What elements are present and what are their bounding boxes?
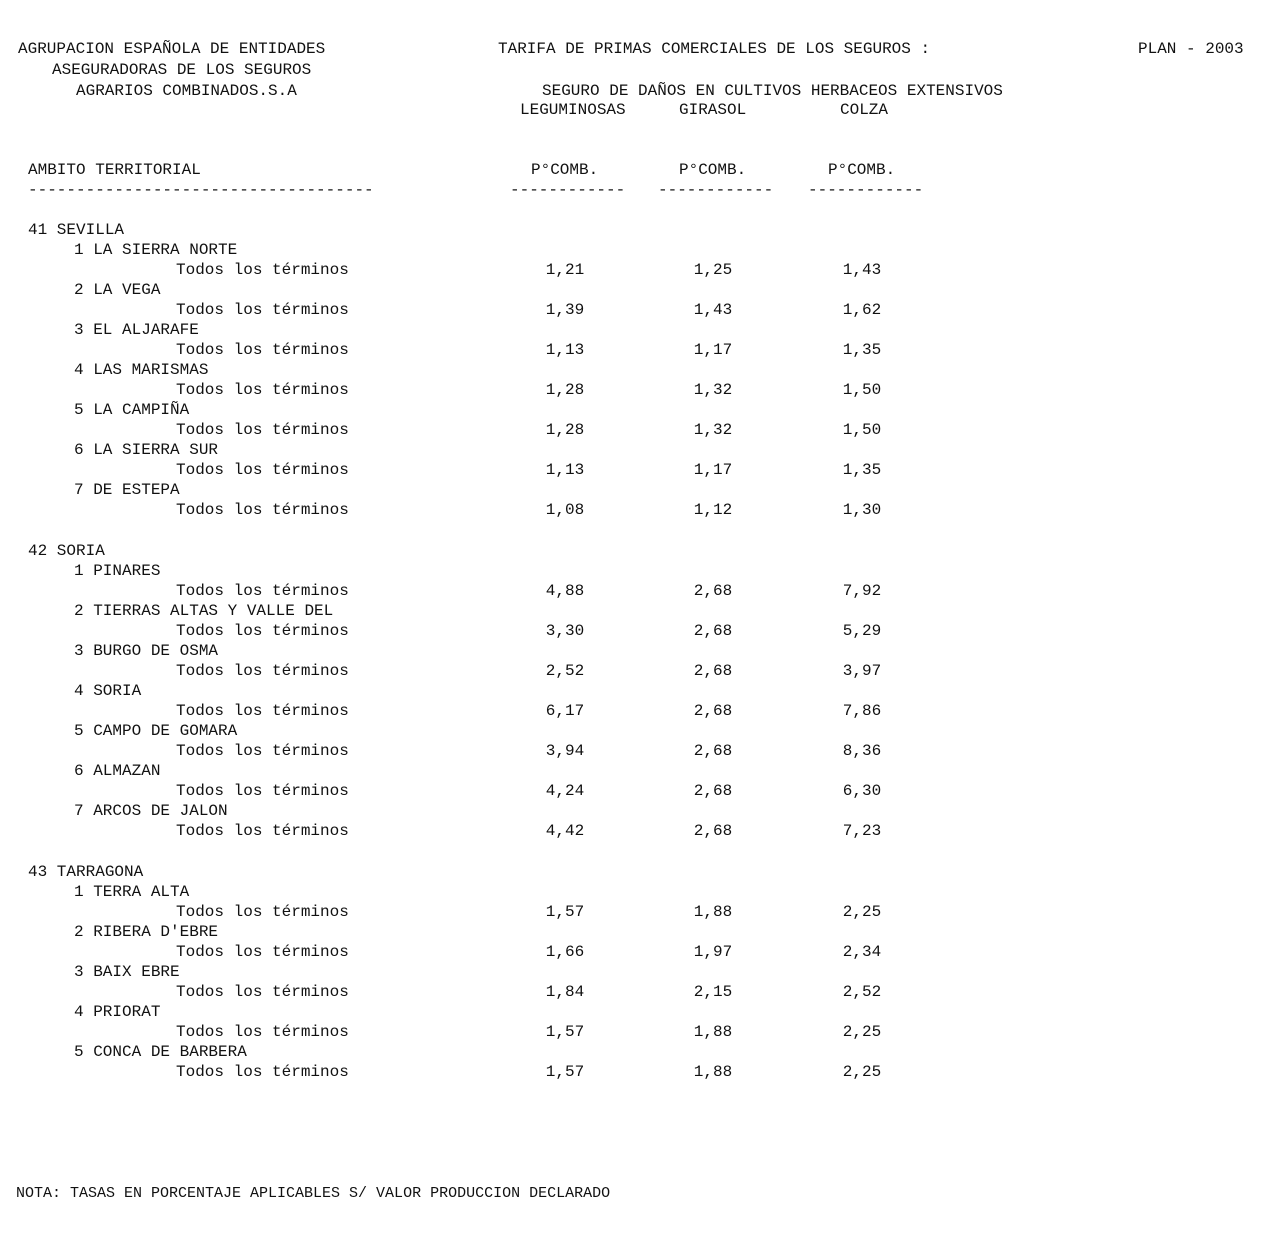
term-label: Todos los términos [176, 702, 349, 720]
rate-cell: 6,17 [545, 702, 585, 720]
term-label: Todos los términos [176, 622, 349, 640]
rate-cell: 2,34 [842, 943, 882, 961]
term-label: Todos los términos [176, 261, 349, 279]
rate-cell: 2,68 [693, 782, 733, 800]
rate-cell: 1,43 [842, 261, 882, 279]
zone-name: 1 PINARES [74, 562, 161, 580]
rate-cell: 3,94 [545, 742, 585, 760]
zone-name: 2 TIERRAS ALTAS Y VALLE DEL [74, 602, 334, 620]
col-underline-girasol: ------------ [658, 181, 774, 199]
col-underline-colza: ------------ [808, 181, 924, 199]
rate-cell: 1,08 [545, 501, 585, 519]
footer-note: NOTA: TASAS EN PORCENTAJE APLICABLES S/ VALOR PRODUCCION DECLARADO [16, 1185, 611, 1202]
zone-name: 4 SORIA [74, 682, 142, 700]
org-name-line-3: AGRARIOS COMBINADOS.S.A [76, 82, 297, 100]
rate-cell: 3,30 [545, 622, 585, 640]
rate-cell: 5,29 [842, 622, 882, 640]
rate-cell: 1,39 [545, 301, 585, 319]
rate-cell: 1,50 [842, 381, 882, 399]
rate-cell: 1,12 [693, 501, 733, 519]
term-label: Todos los términos [176, 662, 349, 680]
rate-cell: 1,13 [545, 461, 585, 479]
zone-name: 5 CAMPO DE GOMARA [74, 722, 238, 740]
term-label: Todos los términos [176, 421, 349, 439]
province-heading: 41 SEVILLA [28, 221, 125, 239]
rate-cell: 1,97 [693, 943, 733, 961]
rate-cell: 7,92 [842, 582, 882, 600]
org-name-line-1: AGRUPACION ESPAÑOLA DE ENTIDADES [18, 40, 326, 58]
zone-name: 7 ARCOS DE JALON [74, 802, 228, 820]
rate-cell: 1,21 [545, 261, 585, 279]
rate-cell: 1,28 [545, 381, 585, 399]
term-label: Todos los términos [176, 1023, 349, 1041]
rate-cell: 2,68 [693, 742, 733, 760]
rate-cell: 1,57 [545, 1023, 585, 1041]
term-label: Todos los términos [176, 983, 349, 1001]
rate-cell: 6,30 [842, 782, 882, 800]
rate-cell: 4,42 [545, 822, 585, 840]
zone-name: 5 CONCA DE BARBERA [74, 1043, 247, 1061]
term-label: Todos los términos [176, 782, 349, 800]
zone-name: 2 RIBERA D'EBRE [74, 923, 219, 941]
term-label: Todos los términos [176, 742, 349, 760]
zone-name: 5 LA CAMPIÑA [74, 401, 190, 419]
rate-cell: 1,50 [842, 421, 882, 439]
territory-underline: ------------------------------------ [28, 181, 374, 199]
rate-cell: 1,32 [693, 381, 733, 399]
rate-cell: 2,52 [545, 662, 585, 680]
zone-name: 7 DE ESTEPA [74, 481, 180, 499]
province-heading: 42 SORIA [28, 542, 105, 560]
term-label: Todos los términos [176, 381, 349, 399]
term-label: Todos los términos [176, 943, 349, 961]
rate-cell: 1,17 [693, 341, 733, 359]
rate-cell: 3,97 [842, 662, 882, 680]
rate-cell: 1,88 [693, 1063, 733, 1081]
zone-name: 6 ALMAZAN [74, 762, 161, 780]
rate-cell: 1,32 [693, 421, 733, 439]
term-label: Todos los términos [176, 341, 349, 359]
rate-cell: 1,66 [545, 943, 585, 961]
rate-cell: 8,36 [842, 742, 882, 760]
rate-cell: 1,88 [693, 903, 733, 921]
insurance-title: SEGURO DE DAÑOS EN CULTIVOS HERBACEOS EXTENSIVOS [542, 82, 1003, 100]
rate-cell: 2,68 [693, 702, 733, 720]
territory-header: AMBITO TERRITORIAL [28, 161, 201, 179]
rate-cell: 1,84 [545, 983, 585, 1001]
rate-cell: 1,43 [693, 301, 733, 319]
rate-cell: 2,68 [693, 622, 733, 640]
term-label: Todos los términos [176, 582, 349, 600]
rate-cell: 1,57 [545, 903, 585, 921]
zone-name: 4 PRIORAT [74, 1003, 161, 1021]
rate-cell: 1,88 [693, 1023, 733, 1041]
zone-name: 3 EL ALJARAFE [74, 321, 199, 339]
rate-cell: 1,30 [842, 501, 882, 519]
col-header-colza: P°COMB. [828, 161, 896, 179]
rate-cell: 2,52 [842, 983, 882, 1001]
term-label: Todos los términos [176, 903, 349, 921]
zone-name: 3 BURGO DE OSMA [74, 642, 219, 660]
rate-cell: 2,25 [842, 1063, 882, 1081]
rate-cell: 2,25 [842, 903, 882, 921]
tariff-title: TARIFA DE PRIMAS COMERCIALES DE LOS SEGUROS : [498, 40, 931, 58]
rate-cell: 2,68 [693, 662, 733, 680]
rate-cell: 1,25 [693, 261, 733, 279]
plan-label: PLAN - 2003 [1138, 40, 1244, 58]
col-underline-leguminosas: ------------ [510, 181, 626, 199]
rate-cell: 1,35 [842, 461, 882, 479]
crop-leguminosas: LEGUMINOSAS [520, 101, 626, 119]
zone-name: 1 TERRA ALTA [74, 883, 190, 901]
rate-cell: 7,23 [842, 822, 882, 840]
rate-cell: 7,86 [842, 702, 882, 720]
rate-cell: 2,15 [693, 983, 733, 1001]
zone-name: 3 BAIX EBRE [74, 963, 180, 981]
rate-cell: 4,24 [545, 782, 585, 800]
rate-cell: 1,28 [545, 421, 585, 439]
rate-cell: 1,62 [842, 301, 882, 319]
term-label: Todos los términos [176, 461, 349, 479]
org-name-line-2: ASEGURADORAS DE LOS SEGUROS [52, 61, 312, 79]
rate-cell: 4,88 [545, 582, 585, 600]
zone-name: 2 LA VEGA [74, 281, 161, 299]
rate-cell: 2,68 [693, 822, 733, 840]
term-label: Todos los términos [176, 501, 349, 519]
col-header-leguminosas: P°COMB. [531, 161, 599, 179]
crop-girasol: GIRASOL [679, 101, 747, 119]
col-header-girasol: P°COMB. [679, 161, 747, 179]
zone-name: 1 LA SIERRA NORTE [74, 241, 238, 259]
zone-name: 4 LAS MARISMAS [74, 361, 209, 379]
rate-cell: 1,57 [545, 1063, 585, 1081]
zone-name: 6 LA SIERRA SUR [74, 441, 219, 459]
term-label: Todos los términos [176, 1063, 349, 1081]
rate-cell: 1,17 [693, 461, 733, 479]
term-label: Todos los términos [176, 301, 349, 319]
rate-cell: 1,13 [545, 341, 585, 359]
rate-cell: 2,68 [693, 582, 733, 600]
term-label: Todos los términos [176, 822, 349, 840]
rate-cell: 1,35 [842, 341, 882, 359]
crop-colza: COLZA [840, 101, 889, 119]
rate-cell: 2,25 [842, 1023, 882, 1041]
province-heading: 43 TARRAGONA [28, 863, 144, 881]
